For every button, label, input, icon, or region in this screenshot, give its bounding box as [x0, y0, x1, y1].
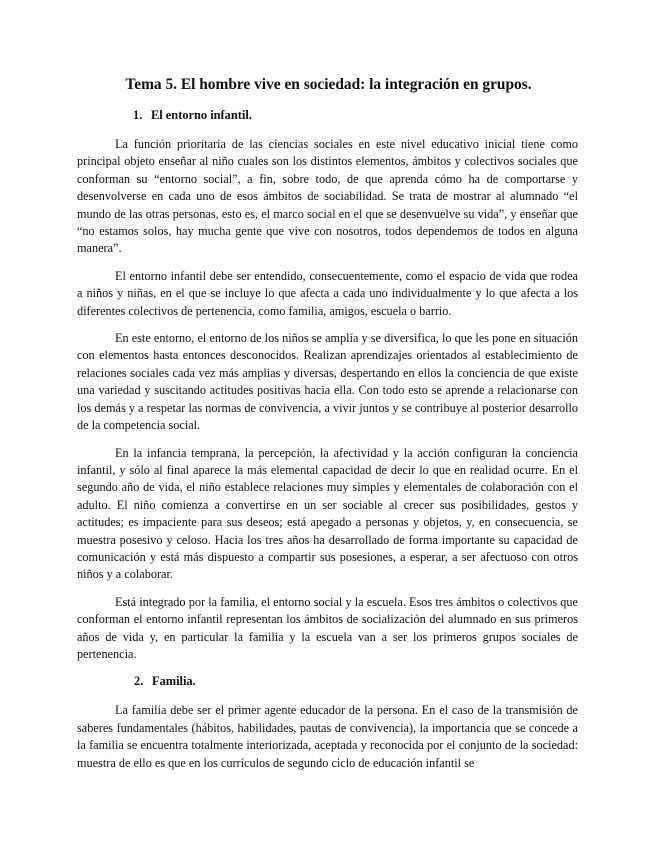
section-heading-text: Familia. [152, 674, 196, 689]
paragraph: La familia debe ser el primer agente educador de la persona. En el caso de la transmisión de saberes fundamentales (hábitos, habilidades, pautas de convivencia), la importancia que se concede a la familia se encuentra totalmente interiorizada, aceptada y reconocida por el conjunto de la sociedad: muestra de ello es que en los currículos de segundo ciclo de educación infantil se [77, 703, 578, 770]
section-heading-text: El entorno infantil. [151, 108, 252, 122]
page-title: Tema 5. El hombre vive en sociedad: la integración en grupos. [125, 76, 532, 93]
paragraph: En la infancia temprana, la percepción, la afectividad y la acción configuran la conciencia infantil, y sólo al final aparece la más elemental capacidad de decir lo que en realidad ocurre. En el segundo año de vida, el niño establece relaciones muy simples y elementales de colaboración con el adulto. El niño comienza a convertirse en un ser sociable al crecer sus posibilidades, gestos y actitudes; es impaciente para sus deseos; está apegado a personas y objetos, y, en consecuencia, se muestra posesivo y celoso. Hacia los tres años ha desarrollado de forma importante su capacidad de comunicación y está más dispuesto a compartir sus posesiones, a esperar, a ser afectuoso con otros niños y a colaborar. [77, 445, 578, 582]
paragraph: La función prioritaria de las ciencias sociales en este nivel educativo inicial tiene como principal objeto enseñar al niño cuales son los distintos elementos, ámbitos y colectivos sociales que conforman su “entorno social”, a fin, sobre todo, de que aprenda cómo ha de comportarse y desenvolverse en cada uno de esos ámbitos de sociabilidad. Se trata de mostrar al alumnado “el mundo de las otras personas, esto es, el marco social en el que se desenvuelve su vida”, y enseñar que “no estamos solos, hay mucha gente que vive con nosotros, todos dependemos de todos en alguna manera”. [77, 137, 578, 256]
paragraph: En este entorno, el entorno de los niños se amplía y se diversifica, lo que les pone en situación con elementos hasta entonces desconocidos. Realizan aprendizajes orientados al establecimiento de relaciones sociales cada vez más amplias y diversas, despertando en ellos la conciencia de que existe una variedad y suscitando actitudes positivas hacia ella. Con todo esto se aprende a relacionarse con los demás y a respetar las normas de convivencia, a vivir juntos y se contribuye al posterior desarrollo de la competencia social. [77, 331, 578, 433]
section-number: 2. [134, 674, 144, 689]
section-number: 1. [133, 108, 143, 122]
paragraph: El entorno infantil debe ser entendido, consecuentemente, como el espacio de vida que rodea a niños y niñas, en el que se incluye lo que afecta a cada uno individualmente y lo que afecta a los diferentes colectivos de pertenencia, como familia, amigos, escuela o barrio. [77, 268, 578, 318]
paragraph: Está integrado por la familia, el entorno social y la escuela. Esos tres ámbitos o colectivos que conforman el entorno infantil representan los ámbitos de socialización del alumnado en sus primeros años de vida y, en particular la familia y la escuela van a ser los primeros grupos sociales de pertenencia. [77, 594, 578, 661]
page-content [77, 74, 578, 782]
section-heading-entorno-infantil [77, 107, 578, 124]
section-heading-familia [77, 673, 578, 690]
